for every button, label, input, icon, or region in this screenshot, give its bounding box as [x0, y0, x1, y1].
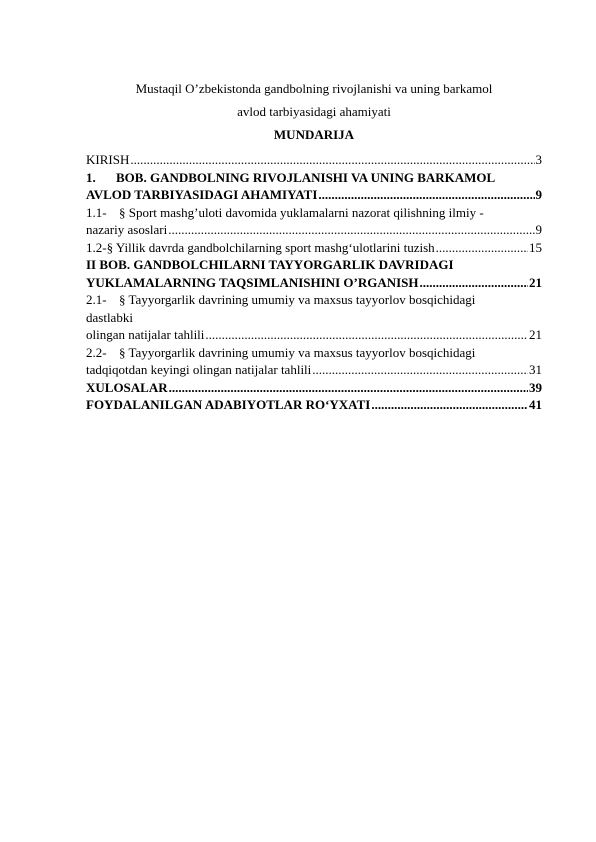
- toc-leader-dots: [436, 239, 528, 257]
- toc-entry-number: 1.2-: [86, 239, 107, 255]
- toc-leader-dots: [371, 396, 528, 414]
- toc-entry-chapter-2-line-1: [86, 256, 542, 274]
- document-title-line-1: Mustaqil O’zbekistonda gandbolning rivojlanishi va uning barkamol: [135, 81, 493, 96]
- contents-heading: MUNDARIJA: [273, 127, 355, 142]
- toc-entry-text: tadqiqotdan keyingi olingan natijalar tahlili: [86, 362, 312, 377]
- toc-entry-text: dastlabki: [86, 309, 133, 325]
- toc-entry-number: 2.1-: [86, 292, 107, 307]
- toc-entry-text: olingan natijalar tahlili: [86, 327, 205, 342]
- toc-entry-section-2-1-line-3: [86, 326, 542, 344]
- toc-entry-text: II BOB. GANDBOLCHILARNI TAYYORGARLIK DAVRIDAGI: [86, 257, 454, 272]
- toc-entry-text: § Yillik davrda gandbolchilarning sport mashg‘ulotlarini tuzish: [106, 239, 435, 255]
- toc-entry-chapter-1-line-1: [86, 169, 542, 187]
- toc-page-number: 21: [529, 327, 542, 342]
- toc-page-number: 41: [529, 397, 542, 412]
- toc-leader-dots: [168, 221, 534, 239]
- toc-leader-dots: [312, 361, 528, 379]
- toc-entry-text: KIRISH: [86, 152, 130, 167]
- toc-entry-text: § Tayyorgarlik davrining umumiy va maxsus tayyorlov bosqichidagi: [119, 344, 476, 360]
- toc-entry-xulosalar: [86, 379, 542, 397]
- toc-entry-text: nazariy asoslari: [86, 222, 168, 237]
- toc-leader-dots: [318, 186, 534, 204]
- toc-entry-section-2-2-line-2: [86, 361, 542, 379]
- toc-entry-number: 1.: [86, 169, 96, 185]
- toc-entry-number: 2.2-: [86, 344, 107, 360]
- document-title-line-2: avlod tarbiyasidagi ahamiyati: [237, 104, 391, 119]
- toc-page-number: 9: [535, 187, 542, 202]
- toc-entry-section-2-2-line-1: [86, 344, 542, 362]
- toc-entry-number: 1.1-: [86, 204, 107, 220]
- toc-entry-text: AVLOD TARBIYASIDAGI AHAMIYATI: [86, 187, 318, 202]
- toc-page-number: 15: [529, 239, 542, 255]
- toc-entry-section-2-1-line-2: [86, 309, 542, 327]
- toc-entry-section-2-1-line-1: [86, 291, 542, 309]
- toc-entry-adabiyotlar: [86, 396, 542, 414]
- toc-entry-section-1-2: [86, 239, 542, 257]
- toc-entry-text: YUKLAMALARNING TAQSIMLANISHINI O’RGANISH: [86, 274, 419, 290]
- toc-page-number: 3: [535, 152, 542, 167]
- table-of-contents: [86, 151, 542, 414]
- toc-page-number: 39: [529, 379, 542, 395]
- toc-entry-chapter-2-line-2: [86, 274, 542, 292]
- toc-entry-chapter-1-line-2: [86, 186, 542, 204]
- toc-leader-dots: [130, 151, 534, 169]
- toc-entry-text: § Sport mashg’uloti davomida yuklamalarni nazorat qilishning ilmiy -: [119, 204, 484, 220]
- toc-page-number: 9: [535, 222, 542, 237]
- toc-leader-dots: [420, 274, 528, 292]
- toc-entry-text: BOB. GANDBOLNING RIVOJLANISHI VA UNING BARKAMOL: [116, 169, 496, 185]
- toc-entry-section-1-1-line-2: [86, 221, 542, 239]
- toc-entry-kirish: [86, 151, 542, 169]
- toc-entry-text: XULOSALAR: [86, 379, 168, 395]
- toc-entry-text: FOYDALANILGAN ADABIYOTLAR RO‘YXATI: [86, 397, 371, 412]
- toc-leader-dots: [169, 379, 528, 397]
- toc-entry-section-1-1-line-1: [86, 204, 542, 222]
- toc-page-number: 21: [529, 274, 542, 290]
- toc-page-number: 31: [529, 362, 542, 377]
- toc-entry-text: § Tayyorgarlik davrining umumiy va maxsus tayyorlov bosqichidagi: [119, 292, 476, 307]
- toc-leader-dots: [205, 326, 528, 344]
